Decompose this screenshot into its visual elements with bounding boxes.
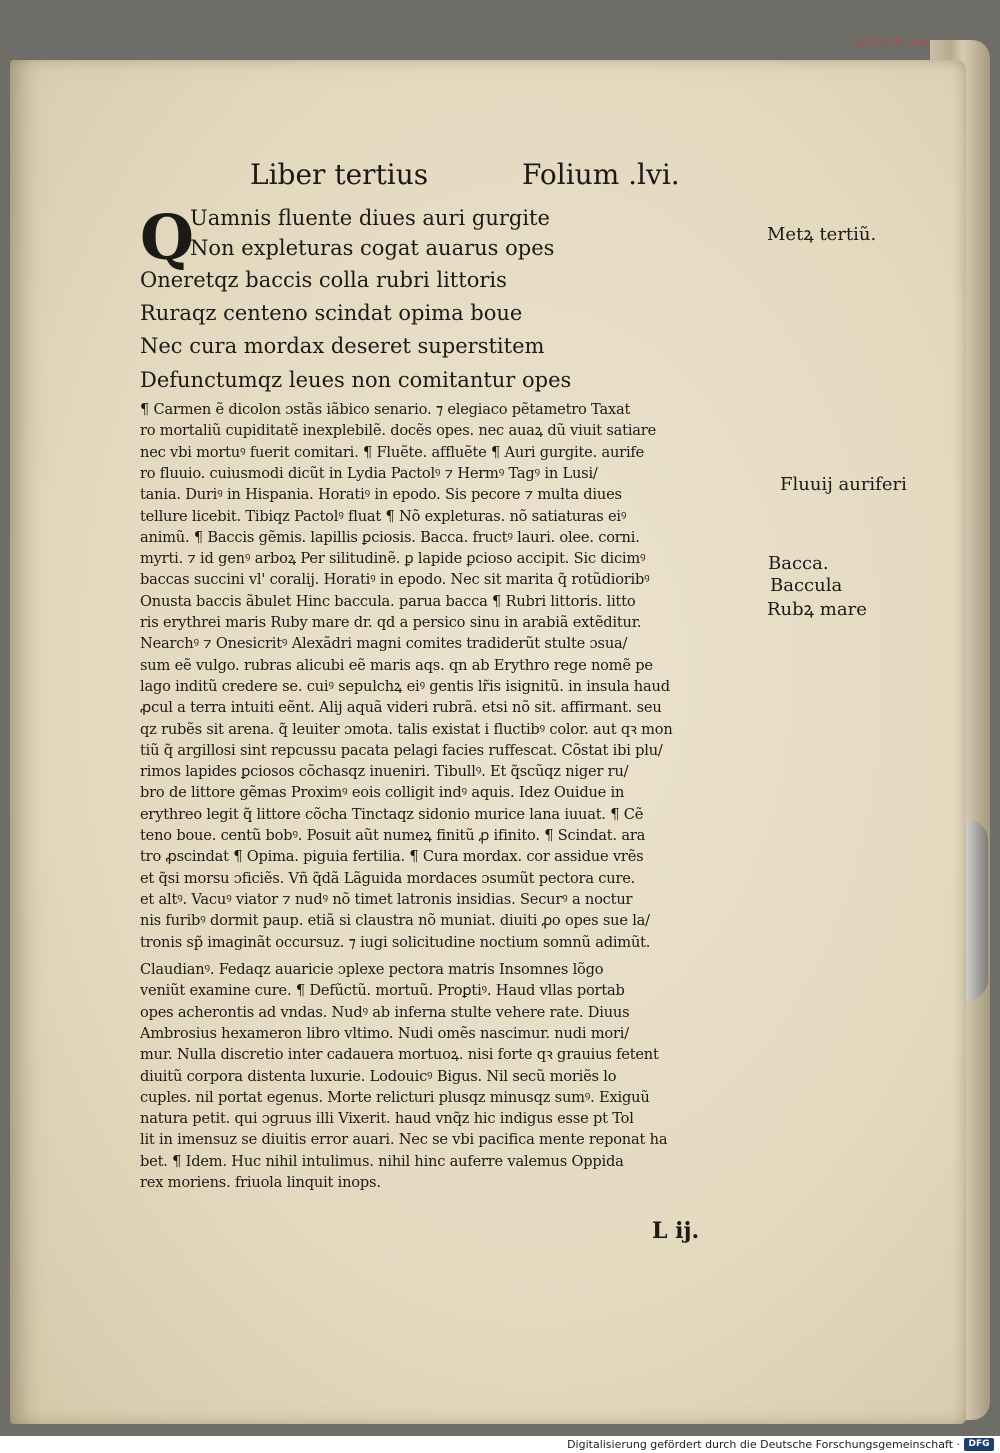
commentary-line: Nearchꝰ ⁊ Onesicritꝰ Alexãdri magni comites tradiderũt stulte ɔsua/ — [140, 635, 628, 653]
commentary-line: natura petit. qui ɔgruus illi Vixerit. haud vnq̃z hic indigus esse pt Tol — [140, 1110, 634, 1128]
commentary-line: Onusta baccis ãbulet Hinc baccula. parua bacca ¶ Rubri littoris. litto — [140, 592, 636, 610]
commentary-line: erythreo legit q̃ littore cõcha Tinctaqz sidonio murice lana iuuat. ¶ Cẽ — [140, 805, 644, 823]
commentary-line: bet. ¶ Idem. Huc nihil intulimus. nihil hinc auferre valemus Oppida — [140, 1152, 624, 1170]
commentary-line: rimos lapides ꝑciosos cõchasqz inueniri. Tibullꝰ. Et q̃scũqz niger ru/ — [140, 763, 629, 781]
verse-line: Nec cura mordax deseret superstitem — [140, 334, 545, 358]
funding-notice: Digitalisierung gefördert durch die Deutsche Forschungsgemeinschaft · — [567, 1438, 960, 1451]
verse-line: Uamnis fluente diues auri gurgite — [190, 206, 550, 230]
commentary-line: tania. Duriꝰ in Hispania. Horatiꝰ in epodo. Sis pecore ⁊ multa diues — [140, 486, 622, 504]
commentary-line: et altꝰ. Vacuꝰ viator ⁊ nudꝰ nõ timet latronis insidias. Securꝰ a noctur — [140, 890, 633, 908]
running-head — [250, 158, 690, 202]
commentary-line: ris erythrei maris Ruby mare dr. qd a persico sinu in arabiã extẽditur. — [140, 614, 642, 631]
commentary-line: diuitũ corpora distenta luxurie. Lodouicꝰ Bigus. Nil secũ moriẽs lo — [140, 1067, 617, 1085]
margin-note-metrum: Metꝝ tertiũ. — [767, 224, 877, 245]
verse-line: Ruraqz centeno scindat opima boue — [140, 301, 523, 325]
commentary-line: teno boue. centũ bobꝰ. Posuit aũt numeꝝ finitũ ꝓ ifinito. ¶ Scindat. ara — [140, 827, 646, 844]
commentary-line: mur. Nulla discretio inter cadauera mortuoꝝ. nisi forte qꝛ grauius fetent — [140, 1046, 659, 1064]
commentary-line: veniũt examine cure. ¶ Defũctũ. mortuũ. Proꝑtiꝰ. Haud vllas portab — [140, 982, 625, 1000]
commentary-line: tro ꝓscindat ¶ Opima. piguia fertilia. ¶ Cura mordax. cor assidue vrẽs — [140, 848, 644, 866]
commentary-line: ro mortaliũ cupiditatẽ inexplebilẽ. docẽs opes. nec auaꝝ dũ viuit satiare — [140, 422, 657, 440]
running-head-book: Liber tertius — [250, 158, 429, 191]
commentary-line: lit in imensuz se diuitis error auari. Nec se vbi pacifica mente reponat ha — [140, 1131, 668, 1149]
verse-line: Non expleturas cogat auarus opes — [190, 236, 555, 260]
commentary-line: nis furibꝰ dormit paup. etiã si claustra nõ muniat. diuiti ꝓo opes sue la/ — [140, 912, 650, 930]
margin-note-rubrum: Rubꝝ mare — [767, 599, 867, 620]
verse-line: Defunctumqz leues non comitantur opes — [140, 368, 572, 392]
commentary-line: sum eẽ vulgo. rubras alicubi eẽ maris aqs. qn ab Erythro rege nomẽ pe — [140, 656, 653, 674]
commentary-line: opes acherontis ad vndas. Nudꝰ ab inferna stulte vehere rate. Diuus — [140, 1003, 630, 1021]
verse-line: Oneretqz baccis colla rubri littoris — [140, 268, 507, 292]
commentary-line: Ambrosius hexameron libro vltimo. Nudi omẽs nascimur. nudi mori/ — [140, 1024, 629, 1042]
dfg-logo: DFG — [964, 1438, 994, 1451]
commentary-line: cuples. nil portat egenus. Morte relicturi plusqz minusqz sumꝰ. Exiguũ — [140, 1088, 650, 1106]
signature-mark: L ij. — [652, 1218, 700, 1244]
margin-note-baccula: Baccula — [770, 575, 843, 596]
margin-note-fluuij: Fluuij auriferi — [780, 474, 907, 495]
commentary-line: tiũ q̃ argillosi sint repcussu pacata pelagi facies ruffescat. Cõstat ibi plu/ — [140, 741, 663, 759]
commentary-line: animũ. ¶ Baccis gẽmis. lapillis ꝑciosis. Bacca. fructꝰ lauri. olee. corni. — [140, 528, 640, 546]
shelfmark-stamp: ʜɴᴏᴏɴ ᴀᴍ — [854, 33, 931, 51]
commentary-line: qz rubẽs sit arena. q̃ leuiter ɔmota. talis existat i fluctibꝰ color. aut qꝛ mon — [140, 720, 673, 738]
commentary-line: bro de littore gẽmas Proximꝰ eois colligit indꝰ aquis. Idez Ouidue in — [140, 784, 625, 802]
commentary-line: tellure licebit. Tibiqz Pactolꝰ fluat ¶ Nõ expleturas. nõ satiaturas eiꝰ — [140, 507, 627, 525]
commentary-line: ¶ Carmen ẽ dicolon ɔstãs iãbico senario. ⁊ elegiaco pẽtametro Taxat — [140, 401, 631, 418]
commentary-line: Claudianꝰ. Fedaqz auaricie ɔplexe pectora matris Insomnes lõgo — [140, 961, 604, 978]
commentary-line: nec vbi mortuꝰ fuerit comitari. ¶ Fluẽte. affluẽte ¶ Auri gurgite. aurife — [140, 443, 645, 461]
commentary-line: rex moriens. friuola linquit inops. — [140, 1174, 381, 1191]
drop-cap: Q — [140, 201, 195, 274]
commentary-line: ro fluuio. cuiusmodi dicũt in Lydia Pactolꝰ ⁊ Hermꝰ Tagꝰ in Lusi/ — [140, 464, 598, 482]
commentary-line: et q̃si morsu ɔficiẽs. Vñ q̃dã Lãguida mordaces ɔsumũt pectora cure. — [140, 869, 636, 887]
commentary-line: lago inditũ credere se. cuiꝰ sepulchꝝ eiꝰ gentis lr̃is isignitũ. in insula haud — [140, 677, 670, 695]
commentary-line: myrti. ⁊ id genꝰ arboꝝ Per silitudinẽ. ꝑ lapide ꝑcioso accipit. Sic dicimꝰ — [140, 550, 646, 568]
commentary-line: ꝓcul a terra intuiti eẽnt. Alij aquã videri rubrã. etsi nõ sit. affirmant. seu — [140, 699, 662, 717]
commentary-line: baccas succini vl' coralij. Horatiꝰ in epodo. Nec sit marita q̃ rotũdioribꝰ — [140, 571, 650, 589]
commentary-line: tronis sp̃ imaginãt occursuz. ⁊ iugi solicitudine noctium somnũ adimũt. — [140, 933, 651, 951]
margin-note-bacca: Bacca. — [768, 553, 829, 574]
running-head-folio: Folium .lvi. — [522, 158, 680, 191]
